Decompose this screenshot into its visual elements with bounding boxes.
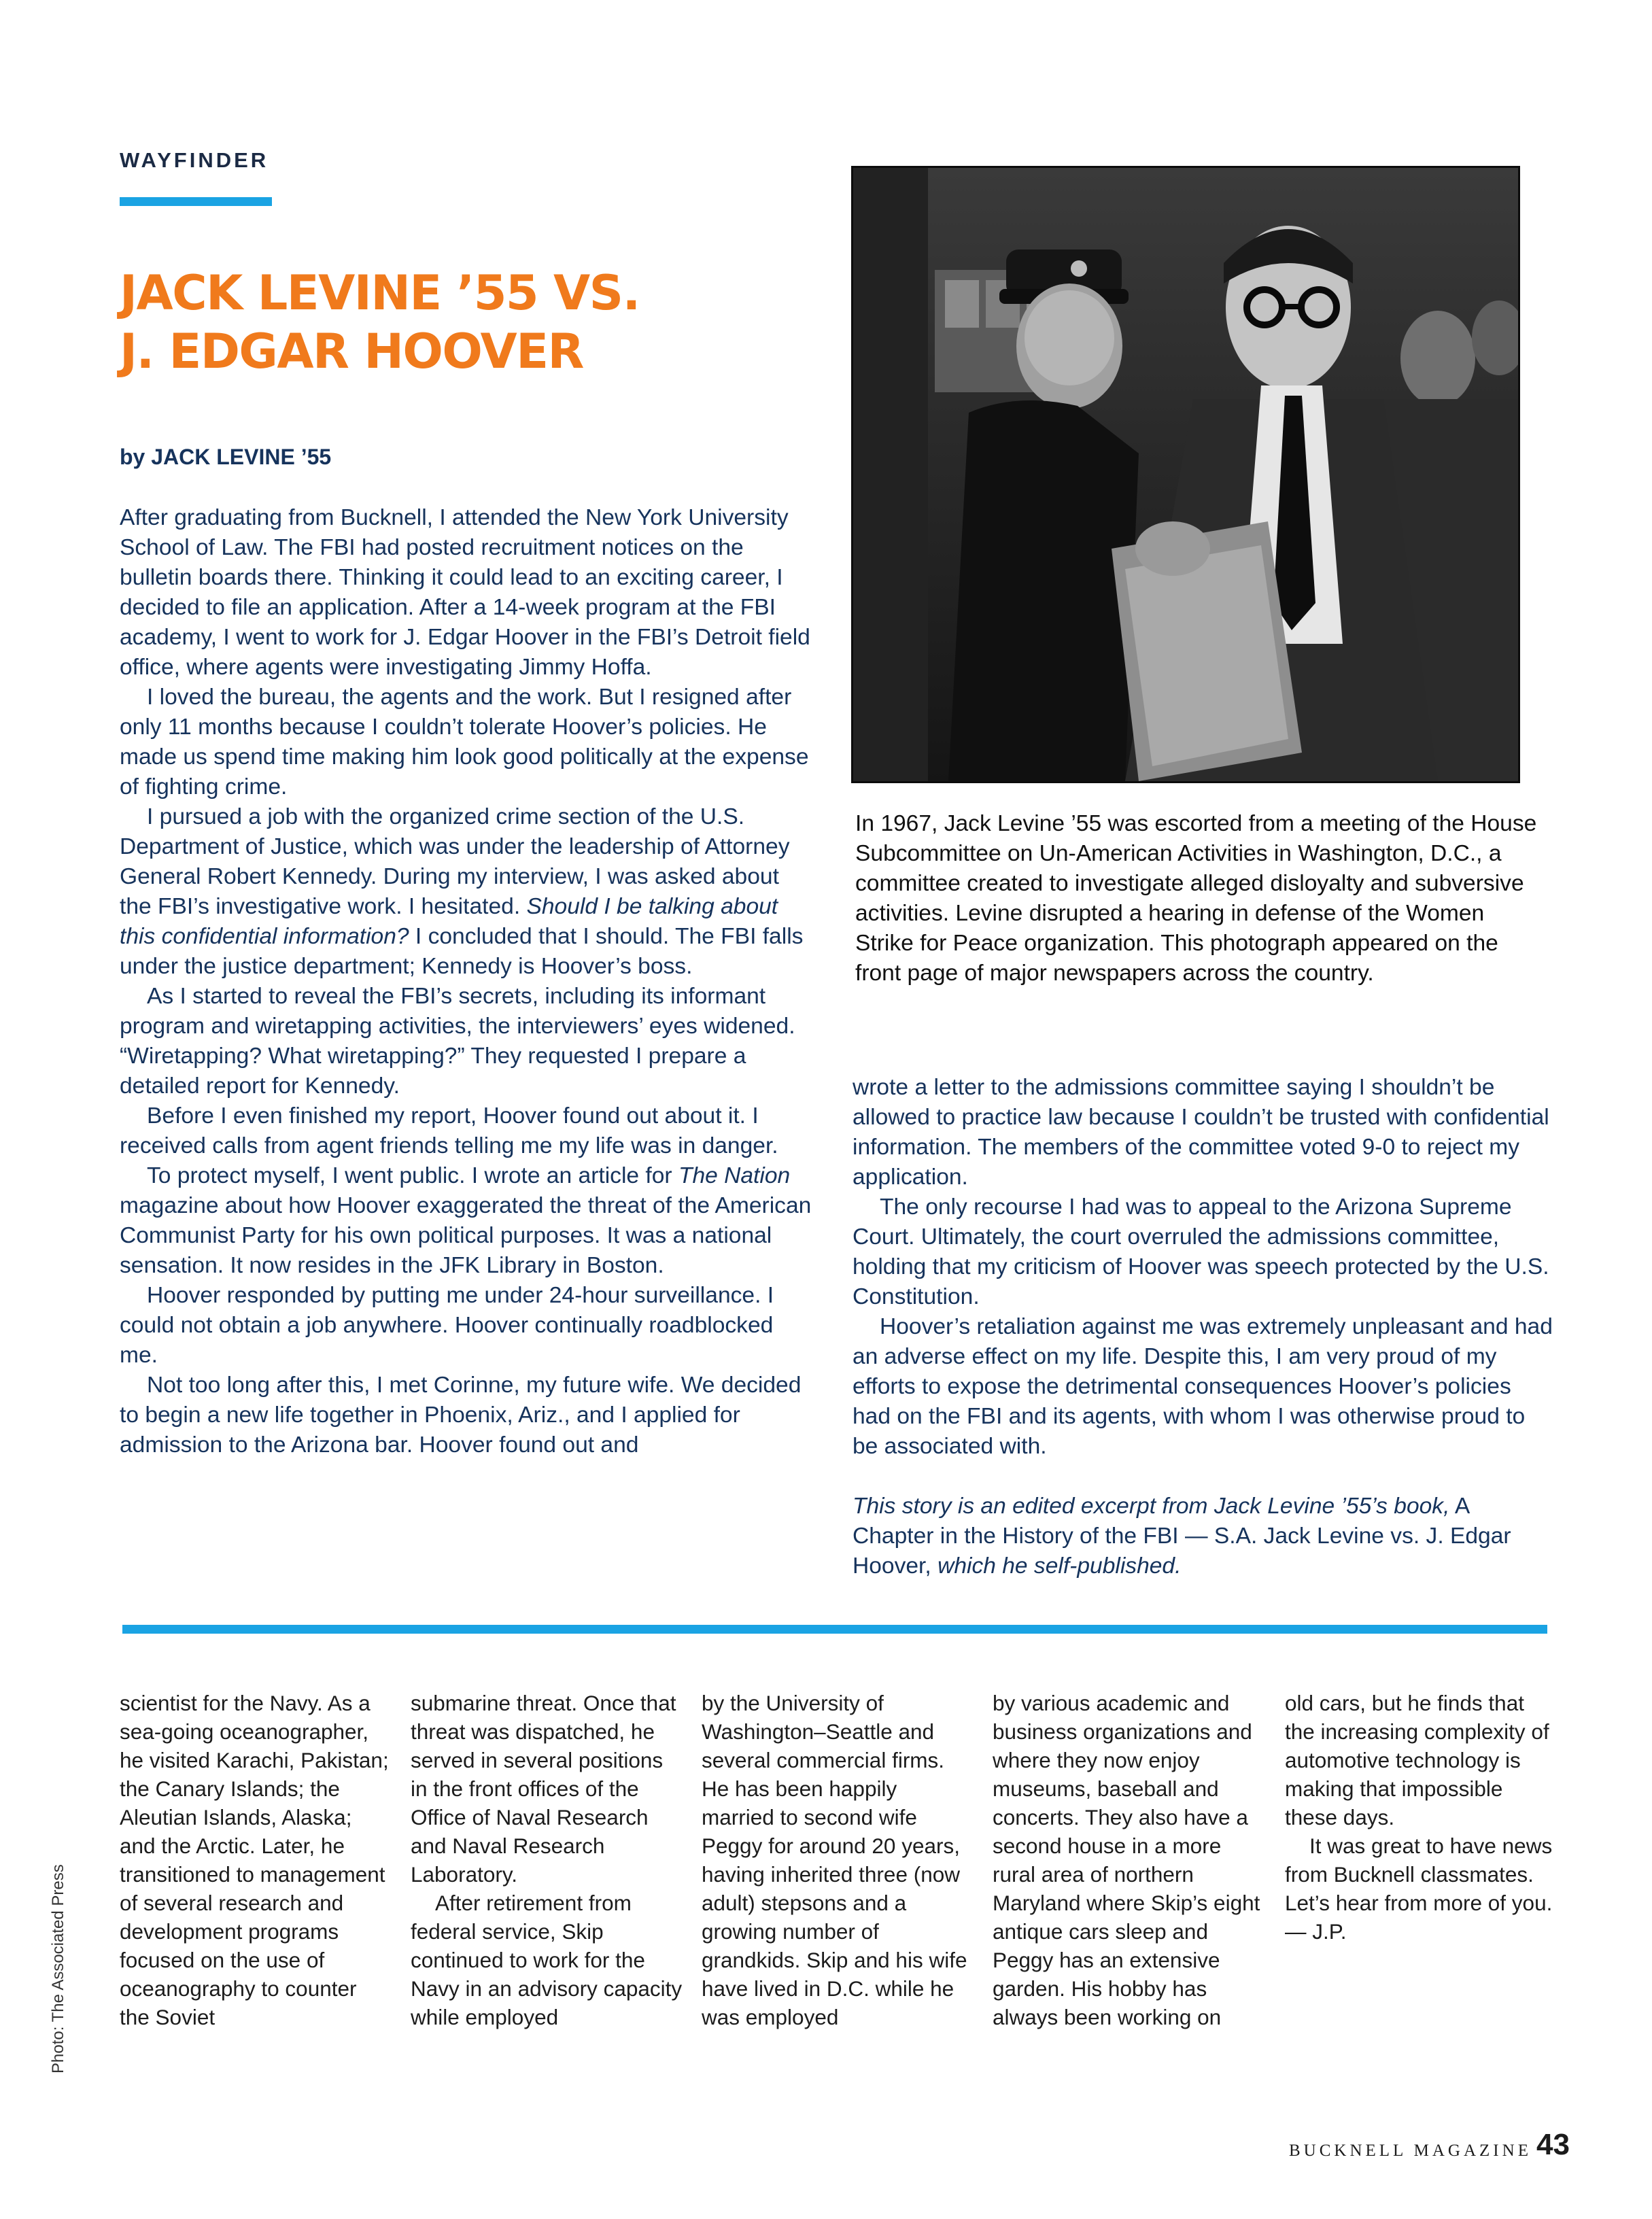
article-paragraph: To protect myself, I went public. I wrote an article for The Nation magazine about how Hoover exaggerated the threat of the American Communist Party for his own political purposes. It was a national sensation. It now resides in the JFK Library in Boston.	[120, 1163, 812, 1278]
book-title: A Chapter in the History of the FBI — S.A. Jack Levine vs. J. Edgar Hoover,	[853, 1494, 1511, 1579]
editor-note: This story is an edited excerpt from Jack Levine ’55’s book, A Chapter in the History of the FBI — S.A. Jack Levine vs. J. Edgar Hoover, which he self-published.	[853, 1494, 1511, 1579]
notes-paragraph: old cars, but he finds that the increasing complexity of automotive technology is making that impossible these days.	[1285, 1691, 1549, 1829]
notes-paragraph: by various academic and business organizations and where they now enjoy museums, baseball and concerts. They also have a second house in a more rural area of northern Maryland where Skip’s eight antique cars sleep and Peggy has an extensive garden. His hobby has always been working on	[993, 1691, 1260, 2029]
section-kicker: WAYFINDER	[120, 148, 269, 172]
notes-paragraph: scientist for the Navy. As a sea-going oceanographer, he visited Karachi, Pakistan; the Canary Islands; the Aleutian Islands, Alaska; and the Arctic. Later, he transitioned to management of several research and development programs focused on the use of oceanography to counter the Soviet	[120, 1691, 389, 2029]
article-headline	[120, 264, 799, 381]
article-paragraph: I pursued a job with the organized crime section of the U.S. Department of Justice, which was under the leadership of Attorney General Robert Kennedy. During my interview, I was asked about the FBI’s investigative work. I hesitated. Should I be talking about this confidential information? I concluded that I should. The FBI falls under the justice department; Kennedy is Hoover’s boss.	[120, 804, 804, 979]
article-paragraph: Before I even finished my report, Hoover found out about it. I received calls from agent friends telling me my life was in danger.	[120, 1103, 778, 1158]
notes-column-3	[702, 1689, 974, 2031]
article-paragraph: After graduating from Bucknell, I attended the New York University School of Law. The FBI had posted recruitment notices on the bulletin boards there. Thinking it could lead to an exciting career, I decided to file an application. After a 14-week program at the FBI academy, I went to work for J. Edgar Hoover in the FBI’s Detroit field office, where agents were investigating Jimmy Hoffa.	[120, 505, 810, 680]
notes-column-2	[411, 1689, 683, 2031]
kicker-rule	[120, 197, 272, 206]
headline-line-2: J. EDGAR HOOVER	[120, 324, 583, 379]
photo-credit: Photo: The Associated Press	[49, 1864, 67, 2074]
article-column-left	[120, 503, 813, 1460]
notes-paragraph: by the University of Washington–Seattle and several commercial firms. He has been happily married to second wife Peggy for around 20 years, having inherited three (now adult) stepsons and a growing number of grandkids. Skip and his wife have lived in D.C. while he was employed	[702, 1691, 967, 2029]
article-column-right	[853, 1073, 1553, 1581]
notes-paragraph: It was great to have news from Bucknell classmates. Let’s hear from more of you. — J.P.	[1285, 1834, 1553, 1944]
notes-column-4	[993, 1689, 1264, 2031]
article-paragraph: The only recourse I had was to appeal to the Arizona Supreme Court. Ultimately, the court overruled the admissions committee, holding that my criticism of Hoover was speech protected by the U.S. Constitution.	[853, 1194, 1549, 1309]
article-paragraph: wrote a letter to the admissions committee saying I shouldn’t be allowed to practice law because I couldn’t be trusted with confidential information. The members of the committee voted 9-0 to reject my application.	[853, 1075, 1549, 1190]
italic-question: Should I be talking about this confidential information?	[120, 894, 778, 949]
notes-column-5	[1285, 1689, 1557, 1946]
headline-line-1: JACK LEVINE ’55 VS.	[120, 265, 640, 321]
page-number: 43	[1536, 2128, 1570, 2161]
section-divider	[122, 1625, 1547, 1634]
article-paragraph: Not too long after this, I met Corinne, my future wife. We decided to begin a new life together in Phoenix, Ariz., and I applied for admission to the Arizona bar. Hoover found out and	[120, 1373, 802, 1458]
article-paragraph: Hoover’s retaliation against me was extremely unpleasant and had an adverse effect on my life. Despite this, I am very proud of my efforts to expose the detrimental consequences Hoover’s policies had on the FBI and its agents, with whom I was otherwise proud to be associated with.	[853, 1314, 1553, 1459]
news-photo-illustration	[853, 168, 1518, 781]
article-byline: by JACK LEVINE ’55	[120, 445, 332, 469]
notes-paragraph: submarine threat. Once that threat was dispatched, he served in several positions in the front offices of the Office of Naval Research and Naval Research Laboratory.	[411, 1691, 676, 1887]
notes-column-1	[120, 1689, 392, 2031]
news-photo	[851, 166, 1520, 783]
article-paragraph: Hoover responded by putting me under 24-hour surveillance. I could not obtain a job anywhere. Hoover continually roadblocked me.	[120, 1283, 774, 1368]
article-paragraph: As I started to reveal the FBI’s secrets, including its informant program and wiretapping activities, the interviewers’ eyes widened. “Wiretapping? What wiretapping?” They requested I prepare a detailed report for Kennedy.	[120, 984, 795, 1099]
magazine-name: BUCKNELL MAGAZINE	[1289, 2141, 1532, 2160]
article-paragraph: I loved the bureau, the agents and the work. But I resigned after only 11 months because I couldn’t tolerate Hoover’s policies. He made us spend time making him look good politically at the expense of fighting crime.	[120, 685, 809, 799]
notes-paragraph: After retirement from federal service, Skip continued to work for the Navy in an advisory capacity while employed	[411, 1891, 683, 2029]
publication-title: The Nation	[678, 1163, 791, 1188]
photo-caption: In 1967, Jack Levine ’55 was escorted from a meeting of the House Subcommittee on Un-American Activities in Washington, D.C., a committee created to investigate alleged disloyalty and subversive activities. Levine disrupted a hearing in defense of the Women Strike for Peace organization. This photograph appeared on the front page of major newspapers across the country.	[855, 811, 1537, 986]
